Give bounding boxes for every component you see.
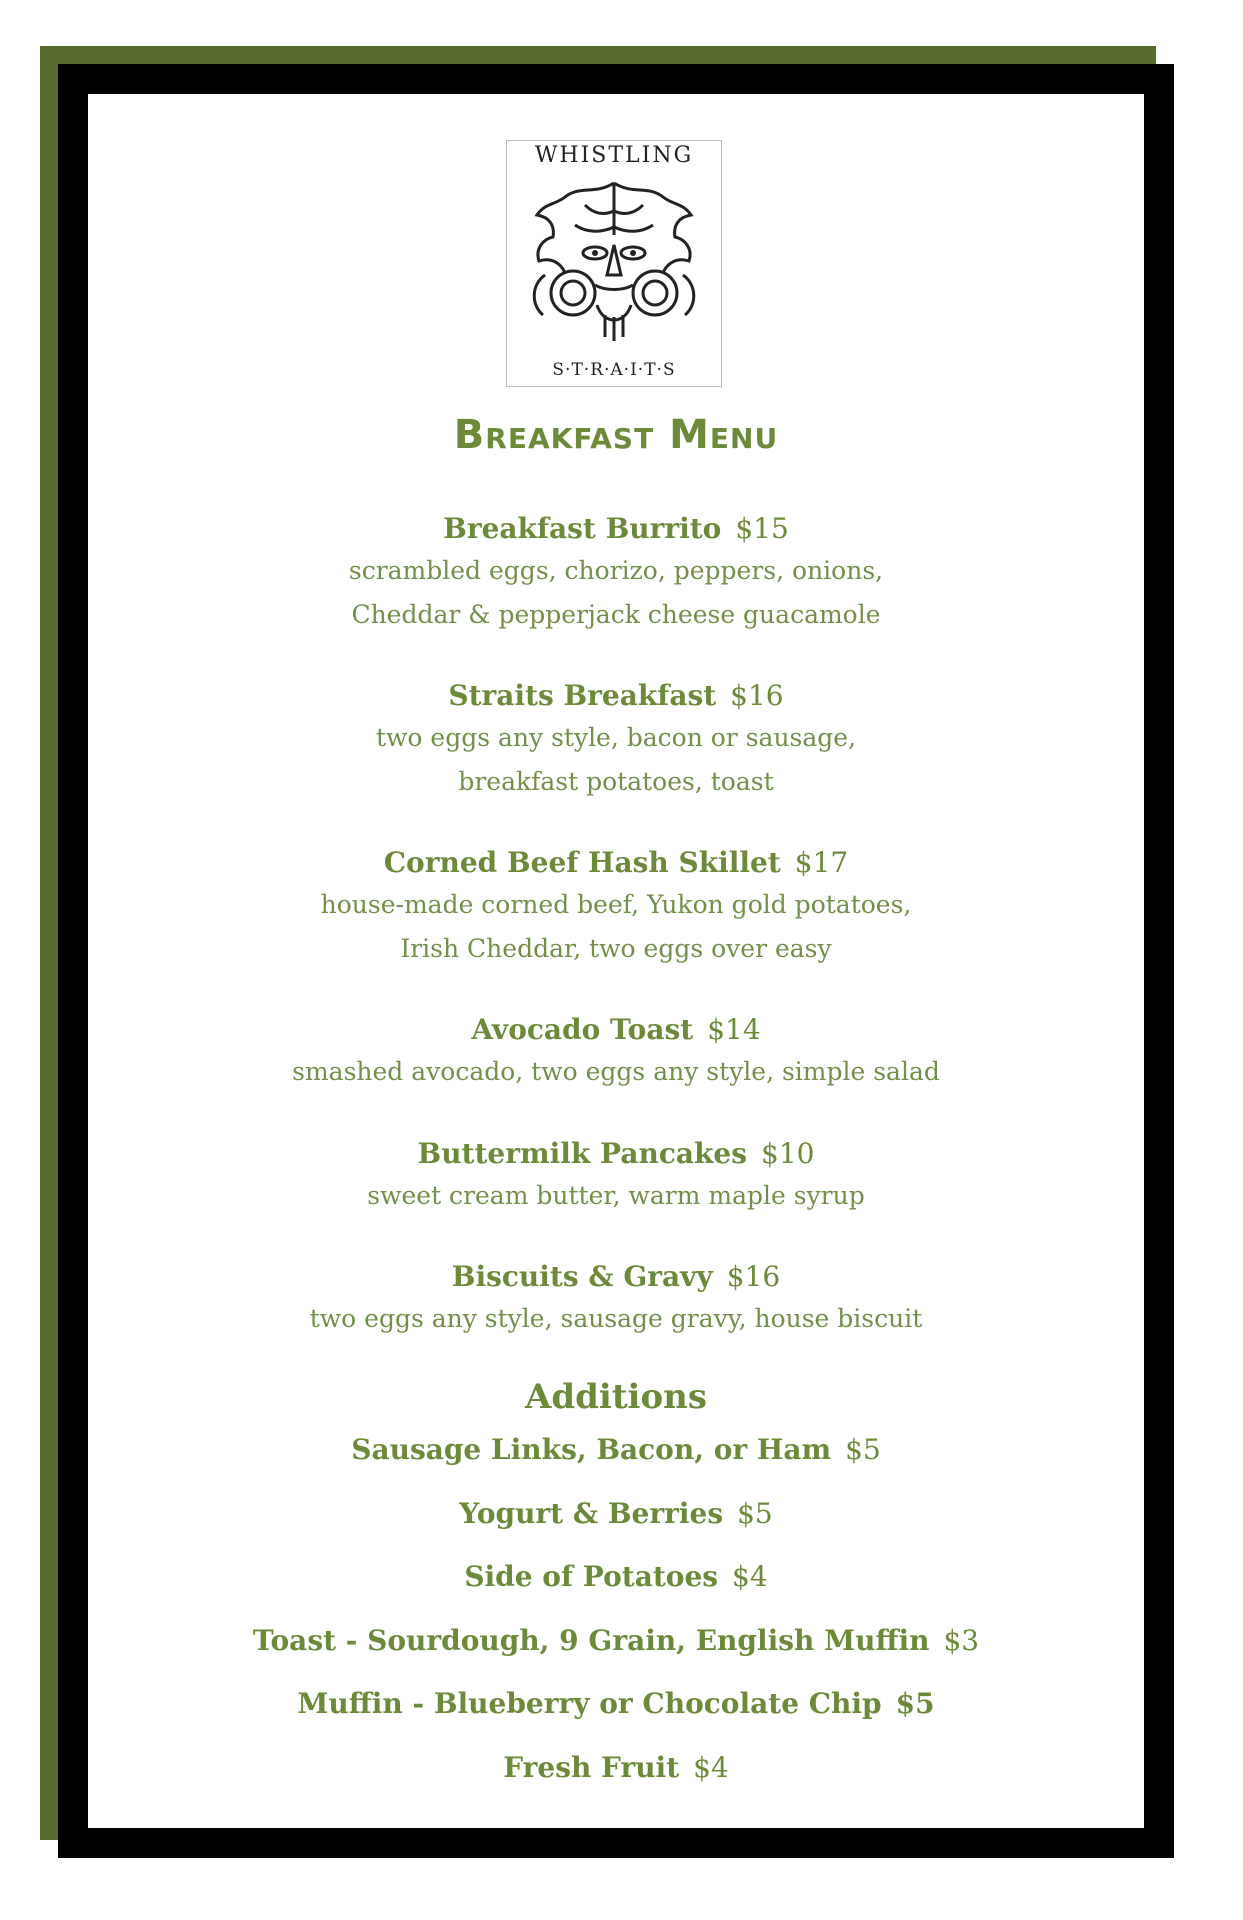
addition-item: [88, 1621, 1144, 1661]
item-name: Biscuits & Gravy: [451, 1260, 713, 1293]
item-name: Yogurt & Berries: [459, 1497, 724, 1530]
item-price: $5: [895, 1687, 935, 1720]
addition-item: [88, 1557, 1144, 1597]
item-name: Buttermilk Pancakes: [417, 1137, 748, 1170]
item-price: $4: [693, 1751, 729, 1784]
whistling-straits-logo: [506, 140, 722, 387]
item-name: Avocado Toast: [471, 1013, 694, 1046]
item-price: $3: [943, 1624, 980, 1657]
item-name: Fresh Fruit: [503, 1751, 680, 1784]
item-price: $5: [737, 1497, 773, 1530]
item-price: $14: [707, 1013, 761, 1046]
item-price: $15: [735, 512, 789, 545]
item-price: $17: [794, 846, 849, 879]
item-price: $16: [726, 1260, 781, 1293]
item-description: Cheddar & pepperjack cheese guacamole: [351, 600, 881, 629]
item-price: $10: [761, 1137, 815, 1170]
addition-item: [88, 1684, 1144, 1724]
green-man-mask-icon: [525, 175, 703, 345]
menu-title: Breakfast Menu: [453, 412, 779, 458]
item-name: Straits Breakfast: [448, 679, 717, 712]
item-description: breakfast potatoes, toast: [458, 767, 774, 796]
item-name: Sausage Links, Bacon, or Ham: [351, 1433, 832, 1466]
item-description: house-made corned beef, Yukon gold potatoes,: [320, 890, 912, 919]
item-price: $4: [732, 1560, 768, 1593]
menu-item: [88, 509, 1144, 637]
logo-bottom-text: S·T·R·A·I·T·S: [552, 360, 676, 380]
addition-item: [88, 1430, 1144, 1470]
menu-item: [88, 843, 1144, 971]
additions-title: Additions: [524, 1377, 707, 1417]
item-description: two eggs any style, bacon or sausage,: [375, 723, 857, 752]
item-description: Irish Cheddar, two eggs over easy: [400, 934, 832, 963]
item-name: Toast - Sourdough, 9 Grain, English Muffin: [252, 1624, 930, 1657]
menu-item: [88, 1010, 1144, 1094]
item-description: two eggs any style, sausage gravy, house biscuit: [309, 1304, 923, 1333]
item-description: sweet cream butter, warm maple syrup: [367, 1181, 865, 1210]
logo-top-text: WHISTLING: [534, 143, 694, 168]
item-description: smashed avocado, two eggs any style, simple salad: [292, 1057, 940, 1086]
item-price: $16: [730, 679, 784, 712]
menu-item: [88, 676, 1144, 804]
menu-item: [88, 1257, 1144, 1341]
addition-item: [88, 1748, 1144, 1788]
addition-item: [88, 1494, 1144, 1534]
item-price: $5: [845, 1433, 881, 1466]
item-description: scrambled eggs, chorizo, peppers, onions,: [348, 556, 884, 585]
item-name: Corned Beef Hash Skillet: [383, 846, 781, 879]
menu-item: [88, 1134, 1144, 1218]
item-name: Muffin - Blueberry or Chocolate Chip: [297, 1687, 882, 1720]
item-name: Breakfast Burrito: [443, 512, 722, 545]
item-name: Side of Potatoes: [464, 1560, 719, 1593]
